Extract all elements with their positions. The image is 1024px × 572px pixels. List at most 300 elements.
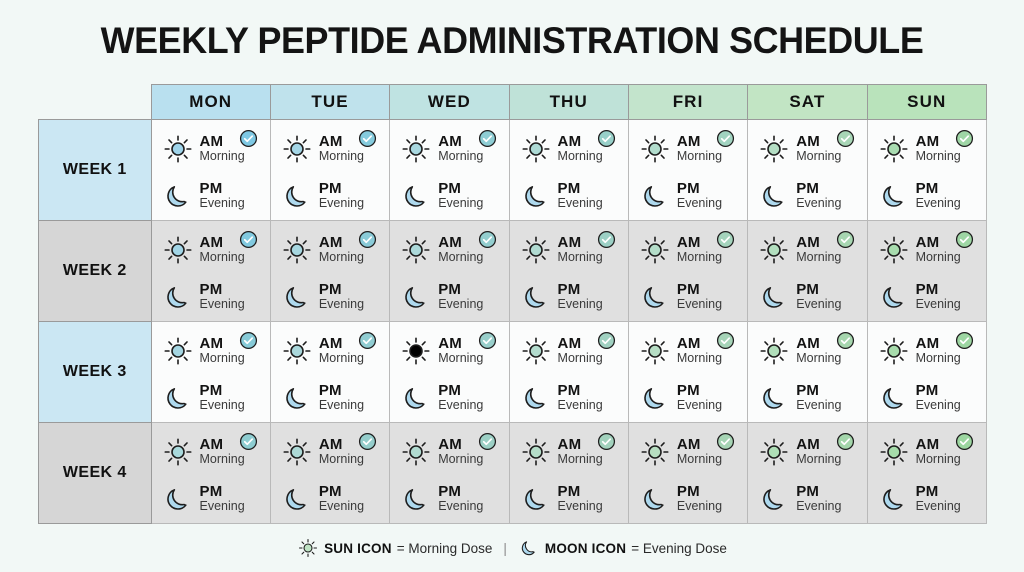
check-circle-icon[interactable]	[478, 331, 497, 350]
corner-cell	[39, 85, 152, 120]
evening-dose-name: Evening	[676, 499, 723, 514]
legend	[0, 537, 1024, 559]
check-circle-icon[interactable]	[597, 129, 616, 148]
morning-dose-text	[916, 336, 961, 366]
check-circle-icon[interactable]	[358, 331, 377, 350]
cell-content	[510, 423, 628, 523]
cell-content	[629, 423, 747, 523]
morning-dose-name: Morning	[557, 351, 603, 366]
legend-sun-desc: = Morning Dose	[396, 540, 493, 556]
legend-separator: |	[503, 540, 507, 556]
evening-dose-name: Evening	[676, 398, 723, 413]
evening-dose-code: PM	[318, 179, 342, 197]
evening-dose-code: PM	[438, 179, 462, 197]
sun-icon	[759, 235, 789, 265]
week-label-4	[39, 423, 152, 524]
evening-dose-code: PM	[915, 280, 939, 298]
moon-icon	[282, 383, 312, 413]
evening-dose-text	[796, 484, 841, 514]
schedule-cell-mon-week2[interactable]	[151, 221, 270, 322]
table-row	[39, 423, 987, 524]
evening-dose-row	[163, 477, 264, 520]
table-header-row	[39, 85, 987, 120]
moon-icon	[759, 383, 789, 413]
evening-dose-name: Evening	[318, 499, 365, 514]
evening-dose-row	[879, 275, 980, 318]
table-row	[39, 120, 987, 221]
morning-dose-code: AM	[915, 132, 940, 150]
morning-dose-code: AM	[438, 233, 462, 251]
moon-icon	[163, 383, 193, 413]
schedule-cell-mon-week4[interactable]	[151, 423, 270, 524]
moon-icon	[879, 383, 909, 413]
table-body	[39, 120, 987, 524]
evening-dose-row	[282, 376, 383, 419]
morning-dose-name: Morning	[796, 149, 842, 164]
schedule-cell-thu-week3[interactable]	[509, 322, 628, 423]
sun-icon	[879, 235, 909, 265]
evening-dose-text	[796, 181, 841, 211]
cell-content	[629, 120, 747, 220]
evening-dose-row	[759, 174, 860, 217]
schedule-cell-tue-week1[interactable]	[270, 120, 389, 221]
schedule-table-wrapper	[38, 84, 987, 524]
sun-icon	[640, 437, 670, 467]
schedule-cell-sat-week2[interactable]	[748, 221, 867, 322]
evening-dose-code: PM	[676, 280, 700, 298]
evening-dose-code: PM	[796, 179, 820, 197]
sun-icon	[163, 437, 193, 467]
check-circle-icon[interactable]	[955, 129, 974, 148]
evening-dose-name: Evening	[915, 297, 961, 312]
moon-icon	[163, 484, 193, 514]
check-circle-icon[interactable]	[836, 331, 855, 350]
check-circle-icon[interactable]	[239, 331, 258, 350]
evening-dose-code: PM	[199, 381, 223, 399]
morning-dose-code: AM	[915, 334, 940, 352]
day-header-mon	[151, 85, 270, 120]
evening-dose-code: PM	[318, 280, 342, 298]
evening-dose-text	[677, 383, 722, 413]
schedule-cell-thu-week1[interactable]	[509, 120, 628, 221]
sun-icon	[163, 336, 193, 366]
evening-dose-text	[200, 484, 245, 514]
sun-icon	[401, 235, 431, 265]
cell-content	[390, 423, 508, 523]
moon-icon	[879, 181, 909, 211]
schedule-cell-wed-week1[interactable]	[390, 120, 509, 221]
sun-icon	[759, 336, 789, 366]
day-header-label: FRI	[672, 92, 704, 111]
week-label-text: WEEK 4	[62, 464, 127, 481]
sun-icon	[401, 437, 431, 467]
evening-dose-text	[558, 383, 603, 413]
evening-dose-row	[640, 275, 741, 318]
evening-dose-name: Evening	[438, 499, 484, 514]
schedule-cell-sat-week1[interactable]	[748, 120, 867, 221]
morning-dose-code: AM	[438, 334, 462, 352]
morning-dose-code: AM	[318, 132, 343, 150]
evening-dose-name: Evening	[557, 398, 603, 413]
schedule-cell-tue-week4[interactable]	[270, 423, 389, 524]
day-header-tue	[270, 85, 389, 120]
evening-dose-text	[319, 484, 364, 514]
schedule-cell-sat-week4[interactable]	[748, 423, 867, 524]
day-header-thu	[509, 85, 628, 120]
morning-dose-name: Morning	[199, 351, 245, 366]
schedule-cell-mon-week1[interactable]	[151, 120, 270, 221]
moon-icon	[518, 537, 540, 559]
morning-dose-name: Morning	[199, 149, 245, 164]
evening-dose-name: Evening	[557, 297, 603, 312]
cell-content	[868, 322, 986, 422]
schedule-cell-mon-week3[interactable]	[151, 322, 270, 423]
evening-dose-code: PM	[199, 280, 223, 298]
morning-dose-name: Morning	[676, 149, 723, 164]
day-header-fri	[628, 85, 747, 120]
morning-dose-name: Morning	[318, 250, 365, 265]
schedule-cell-tue-week3[interactable]	[270, 322, 389, 423]
sun-icon	[521, 336, 551, 366]
check-circle-icon[interactable]	[239, 432, 258, 451]
check-circle-icon[interactable]	[597, 432, 616, 451]
sun-icon	[521, 134, 551, 164]
morning-dose-name: Morning	[796, 351, 842, 366]
schedule-cell-wed-week3[interactable]	[390, 322, 509, 423]
morning-dose-name: Morning	[438, 351, 484, 366]
check-circle-icon[interactable]	[955, 230, 974, 249]
schedule-cell-wed-week4[interactable]	[390, 423, 509, 524]
cell-content	[748, 120, 866, 220]
check-circle-icon[interactable]	[358, 230, 377, 249]
morning-dose-code: AM	[676, 435, 701, 453]
sun-icon	[401, 134, 431, 164]
morning-dose-code: AM	[438, 435, 462, 453]
sun-icon	[297, 537, 319, 559]
check-circle-icon[interactable]	[716, 230, 735, 249]
check-circle-icon[interactable]	[955, 331, 974, 350]
evening-dose-text	[558, 181, 603, 211]
morning-dose-text	[916, 134, 961, 164]
evening-dose-name: Evening	[915, 196, 961, 211]
morning-dose-name: Morning	[796, 250, 842, 265]
evening-dose-row	[640, 376, 741, 419]
cell-content	[152, 322, 270, 422]
morning-dose-name: Morning	[318, 351, 365, 366]
evening-dose-name: Evening	[199, 398, 245, 413]
legend-sun-group	[297, 537, 492, 559]
check-circle-icon[interactable]	[836, 432, 855, 451]
schedule-cell-sun-week3[interactable]	[867, 322, 986, 423]
check-circle-icon[interactable]	[836, 129, 855, 148]
morning-dose-code: AM	[557, 334, 582, 352]
evening-dose-text	[319, 181, 364, 211]
table-row	[39, 221, 987, 322]
morning-dose-name: Morning	[438, 250, 484, 265]
check-circle-icon[interactable]	[478, 230, 497, 249]
week-label-2	[39, 221, 152, 322]
cell-content	[152, 221, 270, 321]
schedule-cell-tue-week2[interactable]	[270, 221, 389, 322]
morning-dose-name: Morning	[318, 452, 365, 467]
moon-icon	[521, 282, 551, 312]
evening-dose-text	[677, 484, 722, 514]
evening-dose-code: PM	[199, 179, 223, 197]
morning-dose-name: Morning	[438, 452, 484, 467]
evening-dose-code: PM	[915, 179, 939, 197]
day-header-label: WED	[427, 92, 471, 111]
evening-dose-name: Evening	[796, 499, 842, 514]
morning-dose-name: Morning	[915, 250, 961, 265]
evening-dose-name: Evening	[557, 196, 603, 211]
schedule-cell-fri-week4[interactable]	[628, 423, 747, 524]
check-circle-icon[interactable]	[478, 129, 497, 148]
morning-dose-code: AM	[318, 334, 343, 352]
cell-content	[271, 322, 389, 422]
evening-dose-name: Evening	[318, 297, 365, 312]
evening-dose-row	[282, 275, 383, 318]
page-title: WEEKLY PEPTIDE ADMINISTRATION SCHEDULE	[100, 20, 924, 61]
day-header-wed	[390, 85, 509, 120]
evening-dose-row	[163, 376, 264, 419]
cell-content	[629, 221, 747, 321]
evening-dose-row	[521, 376, 622, 419]
evening-dose-code: PM	[676, 381, 700, 399]
evening-dose-name: Evening	[199, 196, 245, 211]
cell-content	[868, 423, 986, 523]
evening-dose-text	[677, 181, 722, 211]
evening-dose-code: PM	[557, 179, 581, 197]
moon-icon	[640, 484, 670, 514]
schedule-cell-sun-week2[interactable]	[867, 221, 986, 322]
sun-icon	[640, 134, 670, 164]
moon-icon	[640, 282, 670, 312]
evening-dose-text	[796, 282, 841, 312]
sun-icon	[640, 336, 670, 366]
check-circle-icon[interactable]	[716, 432, 735, 451]
check-circle-icon[interactable]	[478, 432, 497, 451]
sun-icon	[759, 437, 789, 467]
cell-content	[868, 221, 986, 321]
evening-dose-row	[879, 174, 980, 217]
schedule-cell-wed-week2[interactable]	[390, 221, 509, 322]
evening-dose-text	[916, 282, 961, 312]
morning-dose-code: AM	[796, 334, 820, 352]
evening-dose-row	[282, 477, 383, 520]
moon-icon	[401, 282, 431, 312]
moon-icon	[521, 181, 551, 211]
check-circle-icon[interactable]	[597, 331, 616, 350]
cell-content	[510, 120, 628, 220]
schedule-cell-sun-week1[interactable]	[867, 120, 986, 221]
sun-icon	[521, 235, 551, 265]
evening-dose-text	[438, 484, 483, 514]
morning-dose-code: AM	[796, 435, 820, 453]
evening-dose-text	[677, 282, 722, 312]
evening-dose-code: PM	[438, 381, 462, 399]
evening-dose-row	[401, 174, 502, 217]
schedule-cell-thu-week4[interactable]	[509, 423, 628, 524]
morning-dose-name: Morning	[199, 250, 245, 265]
morning-dose-code: AM	[676, 233, 701, 251]
morning-dose-code: AM	[199, 334, 224, 352]
moon-icon	[282, 484, 312, 514]
evening-dose-name: Evening	[796, 398, 842, 413]
check-circle-icon[interactable]	[239, 129, 258, 148]
schedule-table	[38, 84, 987, 524]
week-label-text: WEEK 2	[62, 262, 127, 279]
cell-content	[152, 120, 270, 220]
evening-dose-row	[640, 477, 741, 520]
cell-content	[152, 423, 270, 523]
evening-dose-code: PM	[438, 280, 462, 298]
morning-dose-code: AM	[557, 435, 582, 453]
evening-dose-text	[916, 484, 961, 514]
moon-icon	[759, 282, 789, 312]
cell-content	[868, 120, 986, 220]
evening-dose-text	[319, 282, 364, 312]
moon-icon	[759, 484, 789, 514]
moon-icon	[282, 282, 312, 312]
moon-icon	[879, 282, 909, 312]
cell-content	[748, 322, 866, 422]
evening-dose-name: Evening	[796, 196, 842, 211]
evening-dose-row	[401, 376, 502, 419]
cell-content	[629, 322, 747, 422]
cell-content	[748, 423, 866, 523]
morning-dose-name: Morning	[676, 250, 723, 265]
evening-dose-row	[759, 376, 860, 419]
cell-content	[748, 221, 866, 321]
sun-icon	[163, 134, 193, 164]
sun-icon	[640, 235, 670, 265]
schedule-cell-sun-week4[interactable]	[867, 423, 986, 524]
schedule-cell-fri-week1[interactable]	[628, 120, 747, 221]
schedule-cell-thu-week2[interactable]	[509, 221, 628, 322]
morning-dose-name: Morning	[915, 149, 961, 164]
legend-moon-desc: = Evening Dose	[631, 540, 727, 556]
evening-dose-code: PM	[557, 381, 581, 399]
evening-dose-row	[163, 174, 264, 217]
evening-dose-name: Evening	[199, 499, 245, 514]
cell-content	[390, 322, 508, 422]
evening-dose-row	[401, 477, 502, 520]
moon-icon	[521, 484, 551, 514]
evening-dose-row	[521, 174, 622, 217]
evening-dose-name: Evening	[676, 297, 723, 312]
evening-dose-name: Evening	[199, 297, 245, 312]
evening-dose-name: Evening	[438, 398, 484, 413]
evening-dose-row	[879, 477, 980, 520]
evening-dose-text	[319, 383, 364, 413]
week-label-text: WEEK 3	[62, 363, 127, 380]
check-circle-icon[interactable]	[358, 129, 377, 148]
moon-icon	[282, 181, 312, 211]
evening-dose-name: Evening	[915, 398, 961, 413]
evening-dose-code: PM	[676, 179, 700, 197]
evening-dose-text	[200, 181, 245, 211]
day-header-sun	[867, 85, 986, 120]
morning-dose-name: Morning	[318, 149, 365, 164]
cell-content	[390, 221, 508, 321]
moon-icon	[640, 383, 670, 413]
sun-icon	[879, 134, 909, 164]
morning-dose-code: AM	[318, 435, 343, 453]
sun-icon	[879, 336, 909, 366]
evening-dose-text	[558, 282, 603, 312]
evening-dose-name: Evening	[915, 499, 961, 514]
check-circle-icon[interactable]	[955, 432, 974, 451]
moon-icon	[401, 383, 431, 413]
check-circle-icon[interactable]	[358, 432, 377, 451]
legend-moon-group	[518, 537, 727, 559]
morning-dose-code: AM	[438, 132, 462, 150]
evening-dose-row	[521, 275, 622, 318]
evening-dose-code: PM	[796, 381, 820, 399]
day-header-label: TUE	[311, 92, 349, 111]
evening-dose-text	[438, 383, 483, 413]
check-circle-icon[interactable]	[239, 230, 258, 249]
moon-icon	[163, 181, 193, 211]
morning-dose-name: Morning	[676, 452, 723, 467]
morning-dose-code: AM	[557, 233, 582, 251]
moon-icon	[640, 181, 670, 211]
moon-icon	[401, 484, 431, 514]
morning-dose-name: Morning	[915, 452, 961, 467]
evening-dose-name: Evening	[438, 196, 484, 211]
morning-dose-name: Morning	[557, 452, 603, 467]
evening-dose-code: PM	[438, 482, 462, 500]
check-circle-icon[interactable]	[716, 331, 735, 350]
morning-dose-code: AM	[199, 233, 224, 251]
evening-dose-code: PM	[796, 482, 820, 500]
check-circle-icon[interactable]	[836, 230, 855, 249]
schedule-cell-fri-week2[interactable]	[628, 221, 747, 322]
day-header-label: THU	[549, 92, 588, 111]
evening-dose-code: PM	[199, 482, 223, 500]
day-header-label: SUN	[907, 92, 947, 111]
morning-dose-name: Morning	[557, 250, 603, 265]
sun-icon	[282, 437, 312, 467]
evening-dose-code: PM	[557, 280, 581, 298]
morning-dose-code: AM	[915, 233, 940, 251]
week-label-1	[39, 120, 152, 221]
sun-icon	[163, 235, 193, 265]
morning-dose-code: AM	[915, 435, 940, 453]
evening-dose-row	[879, 376, 980, 419]
moon-icon	[521, 383, 551, 413]
sun-icon	[401, 336, 431, 366]
evening-dose-name: Evening	[318, 196, 365, 211]
day-header-sat	[748, 85, 867, 120]
legend-sun-label: SUN ICON	[324, 540, 392, 556]
check-circle-icon[interactable]	[597, 230, 616, 249]
evening-dose-code: PM	[915, 482, 939, 500]
sun-icon	[759, 134, 789, 164]
morning-dose-name: Morning	[915, 351, 961, 366]
evening-dose-text	[200, 282, 245, 312]
schedule-cell-sat-week3[interactable]	[748, 322, 867, 423]
moon-icon	[759, 181, 789, 211]
cell-content	[271, 423, 389, 523]
week-label-3	[39, 322, 152, 423]
morning-dose-code: AM	[796, 132, 820, 150]
check-circle-icon[interactable]	[716, 129, 735, 148]
schedule-cell-fri-week3[interactable]	[628, 322, 747, 423]
evening-dose-code: PM	[915, 381, 939, 399]
cell-content	[510, 322, 628, 422]
sun-icon	[282, 336, 312, 366]
